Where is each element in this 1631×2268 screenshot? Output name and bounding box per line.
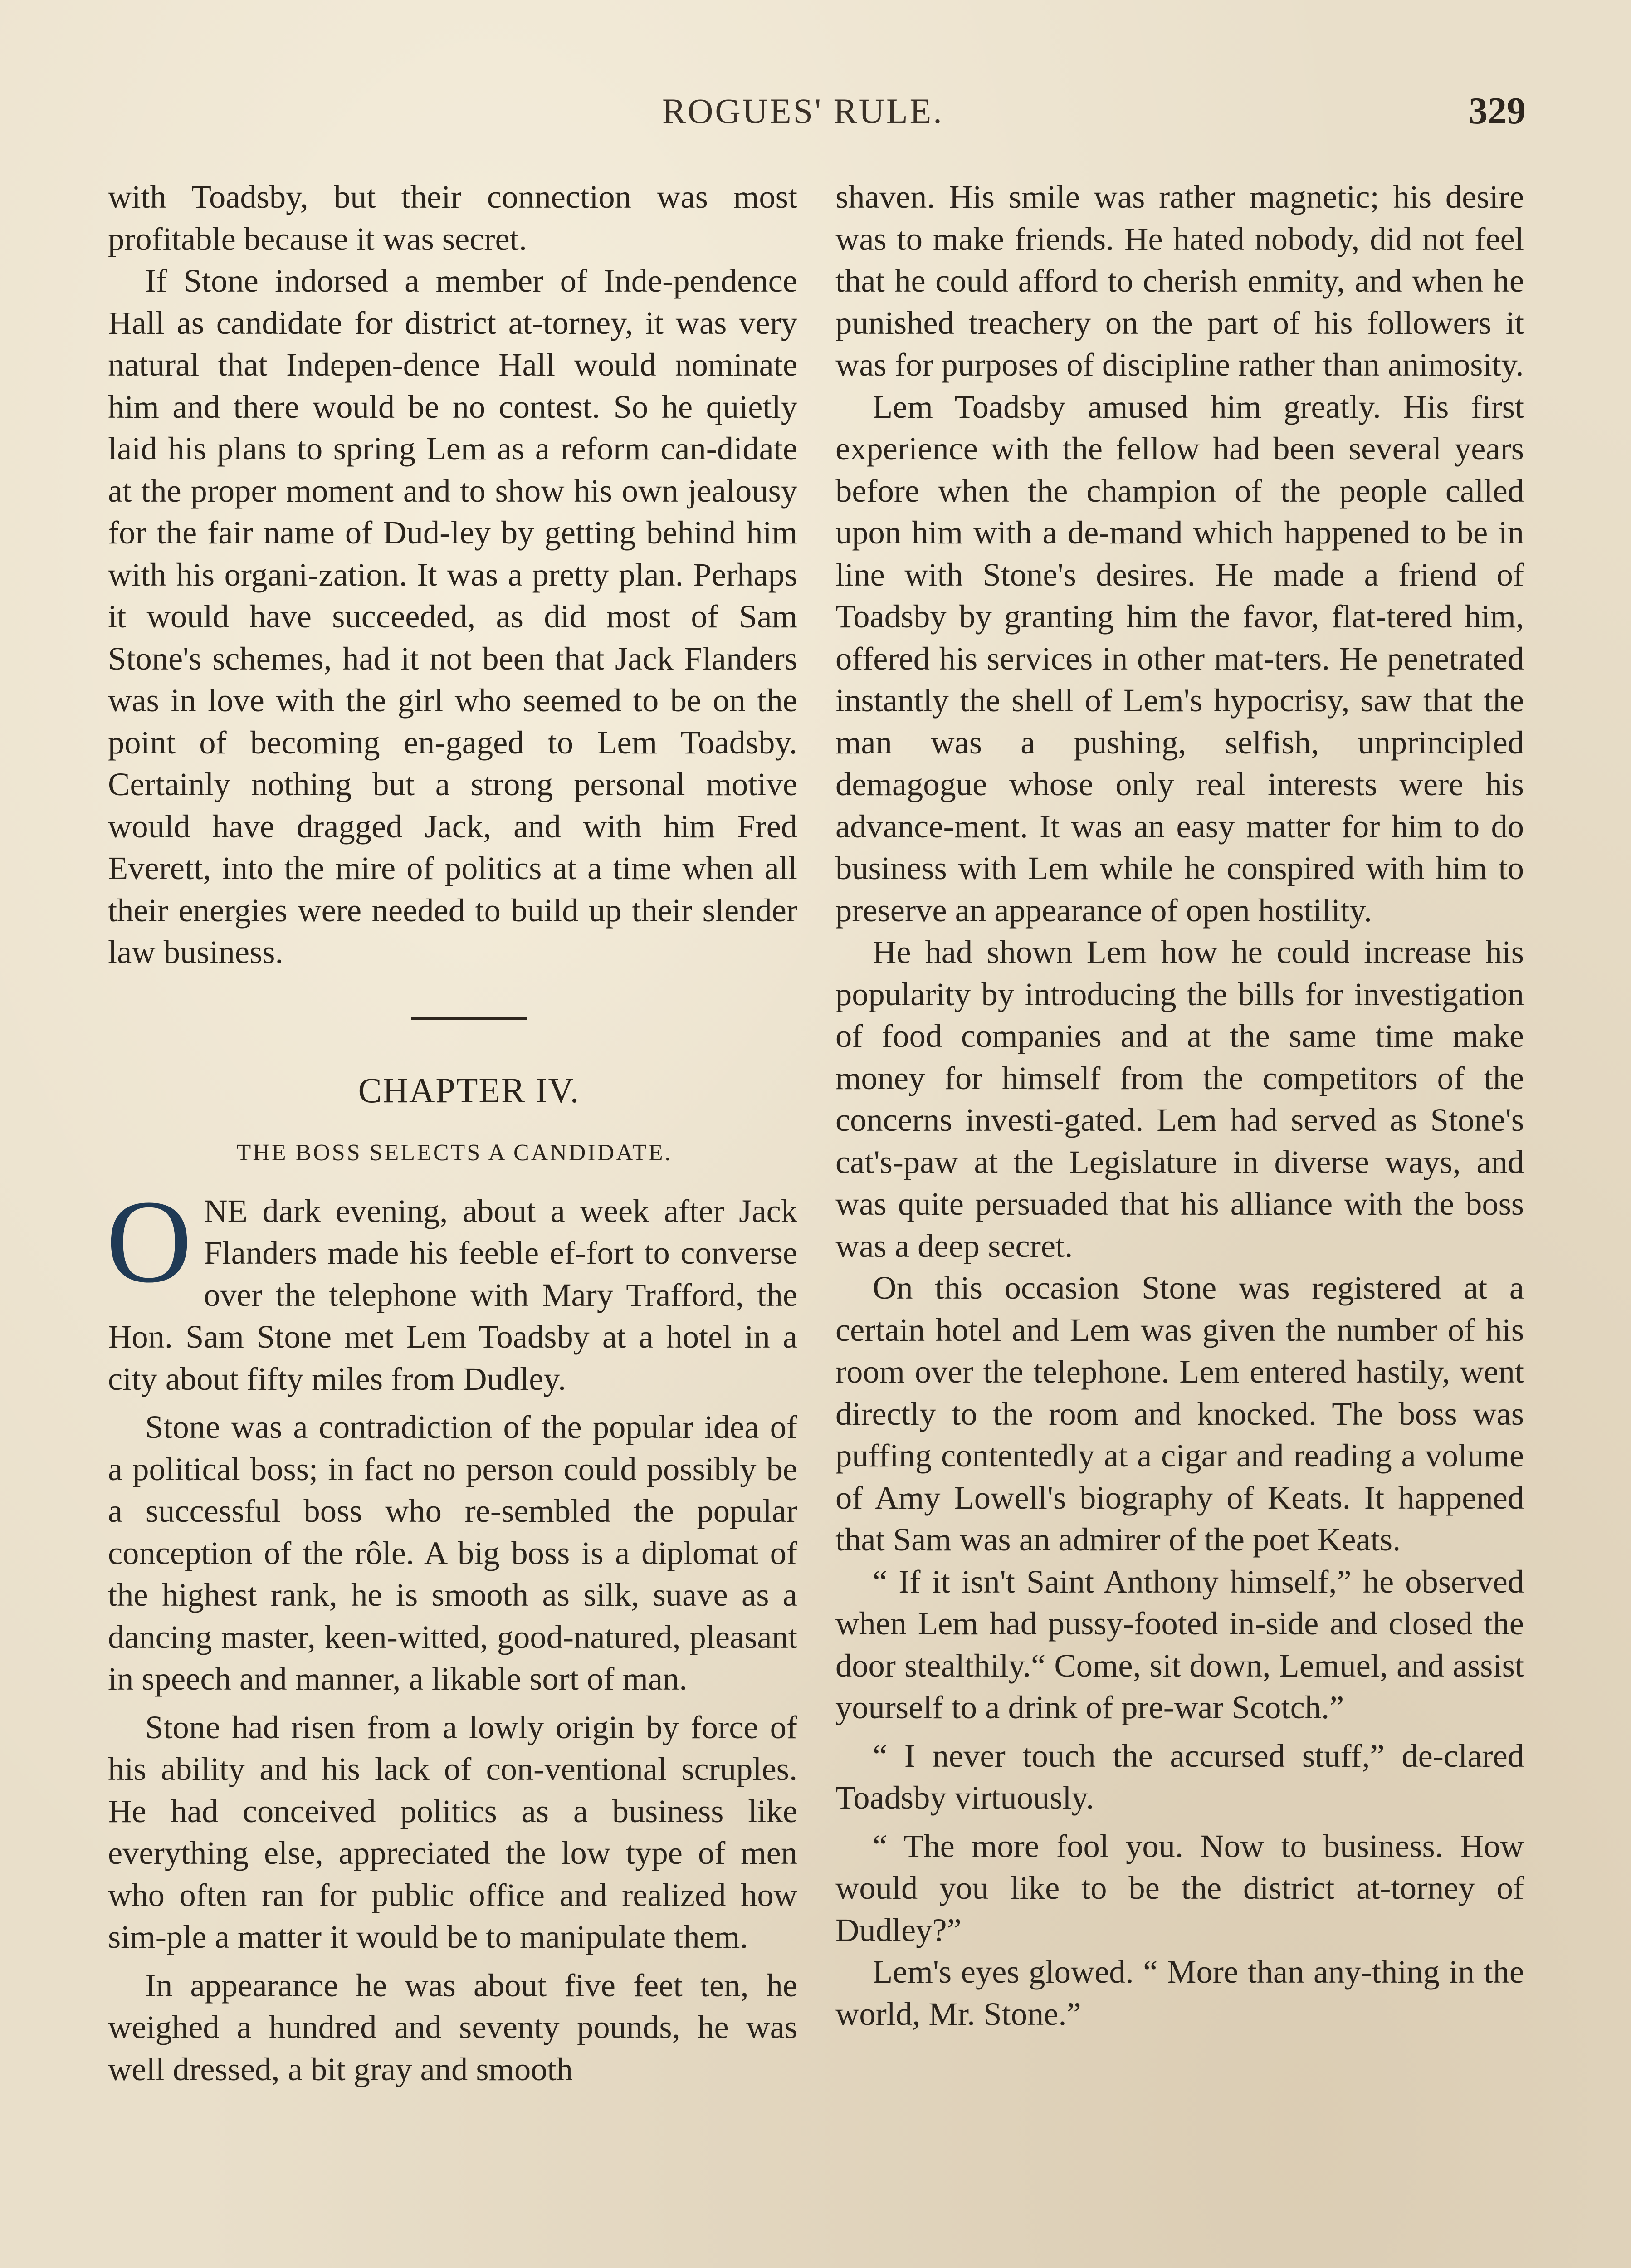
paragraph: He had shown Lem how he could increase his popularity by introducing the bills for investigation of food companies and at the same time make money for himself from the competitors of the concerns investi-gated. Lem had served as Stone's cat's-paw at the Legislature in diverse ways, and was quite persuaded that his alliance with the boss was a deep secret. [835, 934, 1524, 1264]
paragraph: “ The more fool you. Now to business. How would you like to be the district at-torney of Dudley?” [835, 1827, 1524, 1948]
page-number: 329 [1469, 90, 1526, 132]
paragraph: shaven. His smile was rather magnetic; his desire was to make friends. He hated nobody, did not feel that he could afford to cherish enmity, and when he punished treachery on the part of his followers it was for purposes of discipline rather than animosity. [835, 178, 1524, 383]
paragraph: Stone had risen from a lowly origin by force of his ability and his lack of con-ventional scruples. He had conceived politics as a business like everything else, appreciated the low type of men who often ran for public office and realized how sim-ple a matter it would be to manipulate them. [108, 1708, 797, 1955]
paragraph: “ If it isn't Saint Anthony himself,” he observed when Lem had pussy-footed in-side and closed the door stealthily.“ Come, sit down, Lemuel, and assist yourself to a drink of pre-war Scotch.” [835, 1563, 1524, 1725]
paragraph: On this occasion Stone was registered at a certain hotel and Lem was given the number of his room over the telephone. Lem entered hastily, went directly to the room and knocked. The boss was puffing contentedly at a cigar and reading a volume of Amy Lowell's biography of Keats. It happened that Sam was an admirer of the poet Keats. [835, 1269, 1524, 1558]
paragraph: with Toadsby, but their connection was most profitable because it was secret. [108, 178, 797, 257]
left-column [108, 176, 797, 2090]
chapter-subtitle: THE BOSS SELECTS A CANDIDATE. [236, 1139, 673, 1166]
chapter-divider [411, 1017, 527, 1020]
paragraph: Stone was a contradiction of the popular idea of a political boss; in fact no person could possibly be a successful boss who re-sembled the popular conception of the rôle. A big boss is a diplomat of the highest rank, he is smooth as silk, suave as a dancing master, keen-witted, good-natured, pleasant in speech and manner, a likable sort of man. [108, 1408, 797, 1697]
paragraph: In appearance he was about five feet ten, he weighed a hundred and seventy pounds, he was well dressed, a bit gray and smooth [108, 1966, 797, 2087]
paragraph: Lem Toadsby amused him greatly. His first experience with the fellow had been several years before when the champion of the people called upon him with a de-mand which happened to be in line with Stone's desires. He made a friend of Toadsby by granting him the favor, flat-tered him, offered his services in other mat-ters. He penetrated instantly the shell of Lem's hypocrisy, saw that the man was a pushing, selfish, unprincipled demagogue whose only real interests were his advance-ment. It was an easy matter for him to do business with Lem while he conspired with him to preserve an appearance of open hostility. [835, 388, 1524, 929]
drop-cap: O [106, 1175, 192, 1307]
paragraph: If Stone indorsed a member of Inde-pendence Hall as candidate for district at-torney, it was very natural that Indepen-dence Hall would nominate him and there would be no contest. So he quietly laid his plans to spring Lem as a reform can-didate at the proper moment and to show his own jealousy for the fair name of Dud-ley by getting behind him with his organi-zation. It was a pretty plan. Perhaps it would have succeeded, as did most of Sam Stone's schemes, had it not been that Jack Flanders was in love with the girl who seemed to be on the point of becoming en-gaged to Lem Toadsby. Certainly nothing but a strong personal motive would have dragged Jack, and with him Fred Everett, into the mire of politics at a time when all their energies were needed to build up their slender law business. [108, 262, 797, 970]
opening-paragraph [106, 1175, 797, 1400]
paragraph: “ I never touch the accursed stuff,” de-clared Toadsby virtuously. [835, 1737, 1524, 1816]
running-title: ROGUES' RULE. [662, 91, 944, 131]
chapter-heading: CHAPTER IV. [358, 1070, 580, 1110]
paragraph-text: NE dark evening, about a week after Jack Flanders made his feeble ef-fort to converse over the telephone with Mary Trafford, the Hon. Sam Stone met Lem Toadsby at a hotel in a city about fifty miles from Dudley. [108, 1192, 797, 1397]
paragraph: Lem's eyes glowed. “ More than any-thing in the world, Mr. Stone.” [835, 1953, 1524, 2032]
right-column [835, 176, 1524, 2035]
